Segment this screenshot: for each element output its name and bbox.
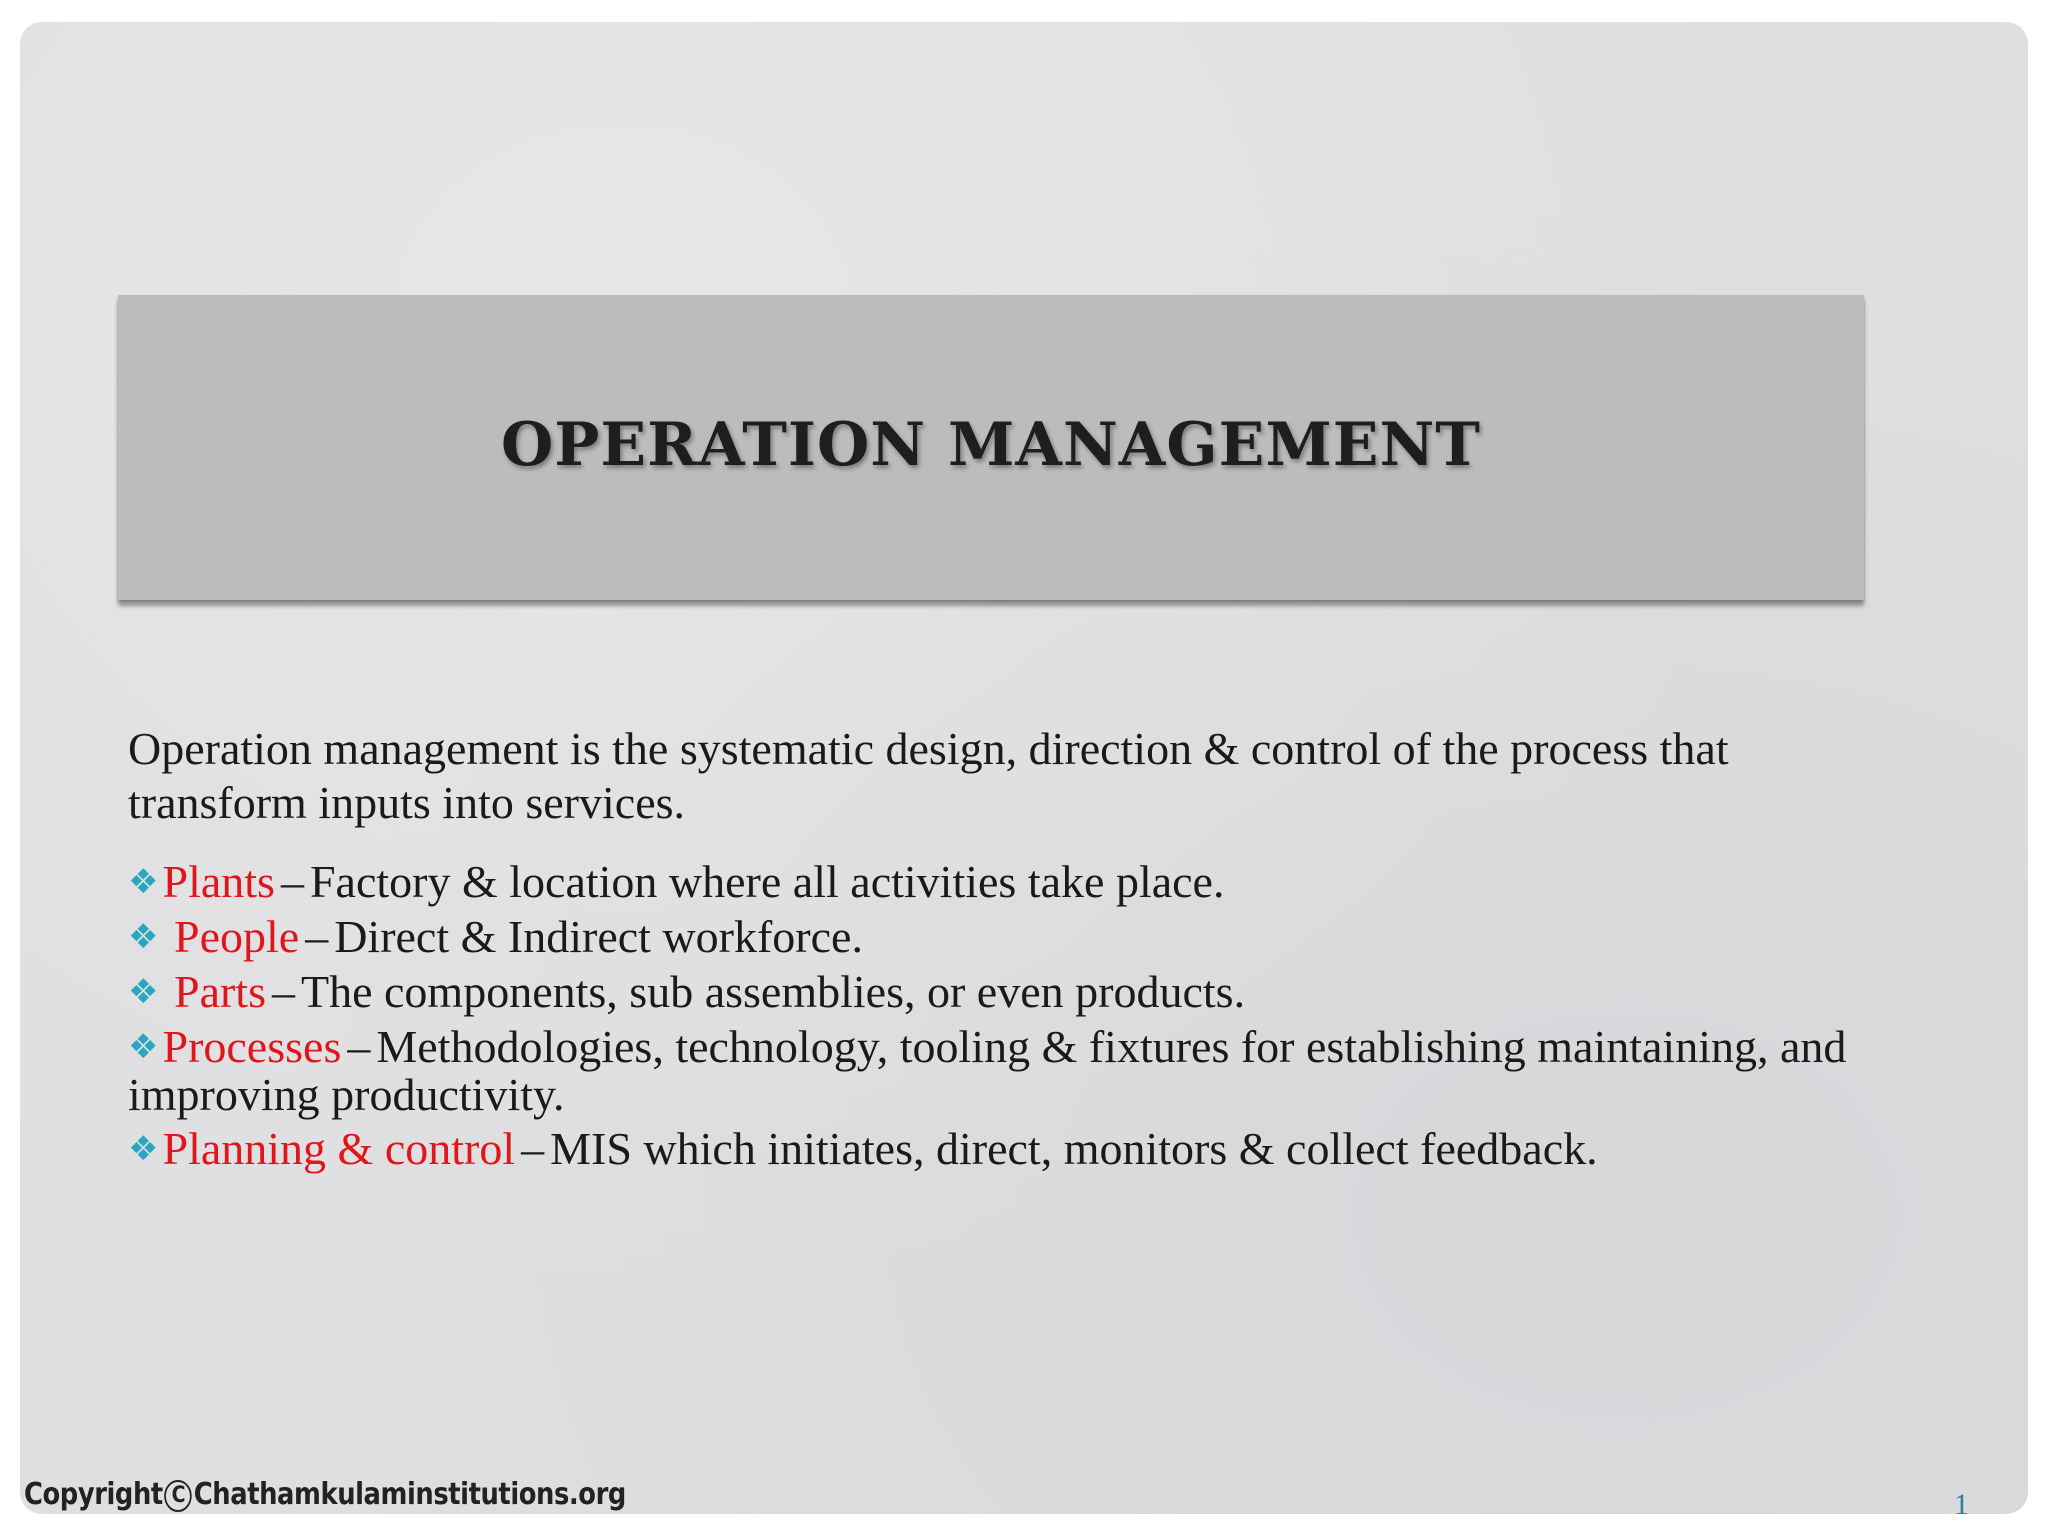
bullet-term: People: [173, 911, 300, 962]
bullet-text: Direct & Indirect workforce.: [334, 911, 863, 962]
diamond-bullet-icon: ❖: [128, 1129, 159, 1169]
copyright-footer: [24, 1477, 626, 1512]
copyright-word: Copyright: [24, 1477, 163, 1512]
diamond-bullet-icon: ❖: [128, 972, 159, 1012]
diamond-bullet-icon: ❖: [128, 1027, 159, 1067]
bullet-text: MIS which initiates, direct, monitors & collect feedback.: [550, 1123, 1598, 1174]
copyright-icon: C: [165, 1480, 193, 1512]
bullet-item-people: [128, 913, 1868, 961]
slide-title: OPERATION MANAGEMENT: [501, 409, 1481, 480]
bullet-dash: –: [521, 1123, 545, 1174]
bullet-term: Planning & control: [162, 1123, 516, 1174]
bullet-dash: –: [347, 1021, 371, 1072]
bullet-dash: –: [280, 856, 304, 907]
bullet-text: Methodologies, technology, tooling & fixtures for establishing maintaining, and improving productivity.: [128, 1021, 1847, 1120]
page-number: 1: [1954, 1488, 1969, 1514]
diamond-bullet-icon: ❖: [128, 862, 159, 902]
bullet-item-plants: [128, 858, 1868, 906]
bullet-dash: –: [271, 966, 295, 1017]
bullet-text: The components, sub assemblies, or even products.: [300, 966, 1246, 1017]
bullet-term: Parts: [173, 966, 266, 1017]
bullet-dash: –: [305, 911, 329, 962]
intro-paragraph: Operation management is the systematic design, direction & control of the process that transform inputs into services.: [128, 723, 1729, 828]
bullet-item-processes: [128, 1023, 1868, 1118]
diamond-bullet-icon: ❖: [128, 917, 159, 957]
slide: [20, 22, 2028, 1514]
copyright-site: Chathamkulaminstitutions.org: [193, 1477, 626, 1512]
slide-body: [128, 722, 1868, 1180]
bullet-item-parts: [128, 968, 1868, 1016]
title-band: [118, 295, 1864, 600]
bullet-term: Plants: [162, 856, 275, 907]
bullet-text: Factory & location where all activities take place.: [309, 856, 1225, 907]
bullet-term: Processes: [162, 1021, 342, 1072]
bullet-item-planning-control: [128, 1125, 1868, 1173]
